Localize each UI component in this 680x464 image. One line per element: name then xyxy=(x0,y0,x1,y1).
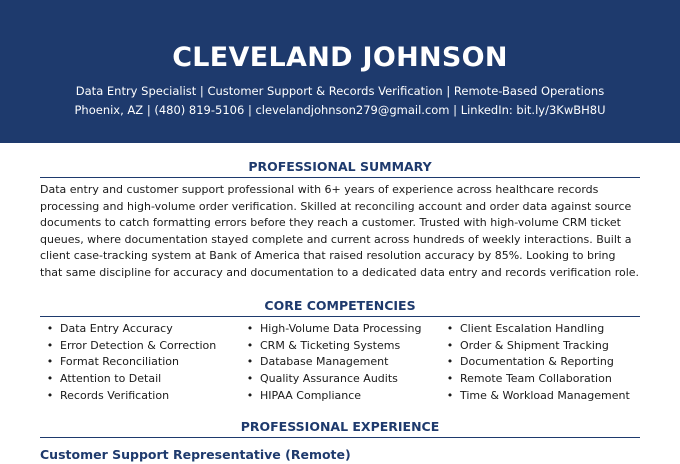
competency-item xyxy=(40,321,240,338)
competency-label: Quality Assurance Audits xyxy=(260,372,398,386)
bullet-icon: • xyxy=(446,372,454,386)
bullet-icon: • xyxy=(246,388,254,402)
bullet-icon: • xyxy=(246,372,254,386)
tagline: Data Entry Specialist | Customer Support & Records Verification | Remote-Based Operations xyxy=(75,84,605,98)
competency-item xyxy=(240,388,440,405)
bullet-icon: • xyxy=(46,338,54,352)
bullet-icon: • xyxy=(46,355,54,369)
competency-item xyxy=(240,354,440,371)
competency-label: High-Volume Data Processing xyxy=(260,322,422,335)
competency-label: Database Management xyxy=(260,355,389,369)
bullet-icon: • xyxy=(446,322,454,335)
summary-text: Data entry and customer support professional with 6+ years of experience across healthcare records processing and high-volume order verification. Skilled at reconciling account and order data against source documents to catch formatting errors before they reach a customer. Trusted with high-volume CRM ticket queues, where documentation stayed complete and current across hundreds of weekly interactions. Built a client case-tracking system at Bank of America that raised resolution accuracy by 85%. Looking to bring that same discipline for accuracy and documentation to a dedicated data entry and records verification role. xyxy=(40,183,640,279)
bullet-icon: • xyxy=(446,338,454,352)
competencies-heading: CORE COMPETENCIES xyxy=(40,297,640,317)
competency-item xyxy=(440,338,640,355)
competencies-grid xyxy=(40,321,640,405)
competency-item xyxy=(440,388,640,405)
bullet-icon: • xyxy=(46,388,54,402)
experience-section xyxy=(0,418,680,464)
competency-item xyxy=(440,321,640,338)
competency-label: Error Detection & Correction xyxy=(60,338,217,352)
competency-label: Data Entry Accuracy xyxy=(60,322,173,335)
competency-label: Remote Team Collaboration xyxy=(460,372,612,386)
bullet-icon: • xyxy=(246,322,254,335)
competency-label: Format Reconciliation xyxy=(60,355,179,369)
competencies-column-3 xyxy=(440,321,640,405)
competency-label: Order & Shipment Tracking xyxy=(460,338,609,352)
competency-item xyxy=(240,321,440,338)
competency-label: Records Verification xyxy=(60,388,170,402)
job-title: Customer Support Representative (Remote) xyxy=(40,446,351,462)
competency-item xyxy=(40,354,240,371)
bullet-icon: • xyxy=(46,372,54,386)
competency-label: Documentation & Reporting xyxy=(460,355,614,369)
competency-label: Client Escalation Handling xyxy=(460,322,605,335)
competency-item xyxy=(40,338,240,355)
competency-label: Time & Workload Management xyxy=(460,388,630,402)
contact-line: Phoenix, AZ | (480) 819-5106 | clevelandjohnson279@gmail.com | LinkedIn: bit.ly/3KwBH8U xyxy=(74,103,606,117)
bullet-icon: • xyxy=(446,388,454,402)
bullet-icon: • xyxy=(246,355,254,369)
resume-header xyxy=(0,0,680,143)
candidate-name: CLEVELAND JOHNSON xyxy=(172,42,508,73)
competency-item xyxy=(240,371,440,388)
competency-item xyxy=(40,388,240,405)
bullet-icon: • xyxy=(46,322,54,335)
summary-heading: PROFESSIONAL SUMMARY xyxy=(40,158,640,178)
experience-heading: PROFESSIONAL EXPERIENCE xyxy=(40,418,640,438)
competency-item xyxy=(240,338,440,355)
competency-item xyxy=(440,371,640,388)
bullet-icon: • xyxy=(446,355,454,369)
competency-label: Attention to Detail xyxy=(60,372,162,386)
competency-label: HIPAA Compliance xyxy=(260,388,362,402)
competency-item xyxy=(440,354,640,371)
competency-label: CRM & Ticketing Systems xyxy=(260,338,401,352)
summary-section xyxy=(0,158,680,281)
competencies-section xyxy=(0,297,680,405)
bullet-icon: • xyxy=(246,338,254,352)
competencies-column-2 xyxy=(240,321,440,405)
competencies-column-1 xyxy=(40,321,240,405)
competency-item xyxy=(40,371,240,388)
